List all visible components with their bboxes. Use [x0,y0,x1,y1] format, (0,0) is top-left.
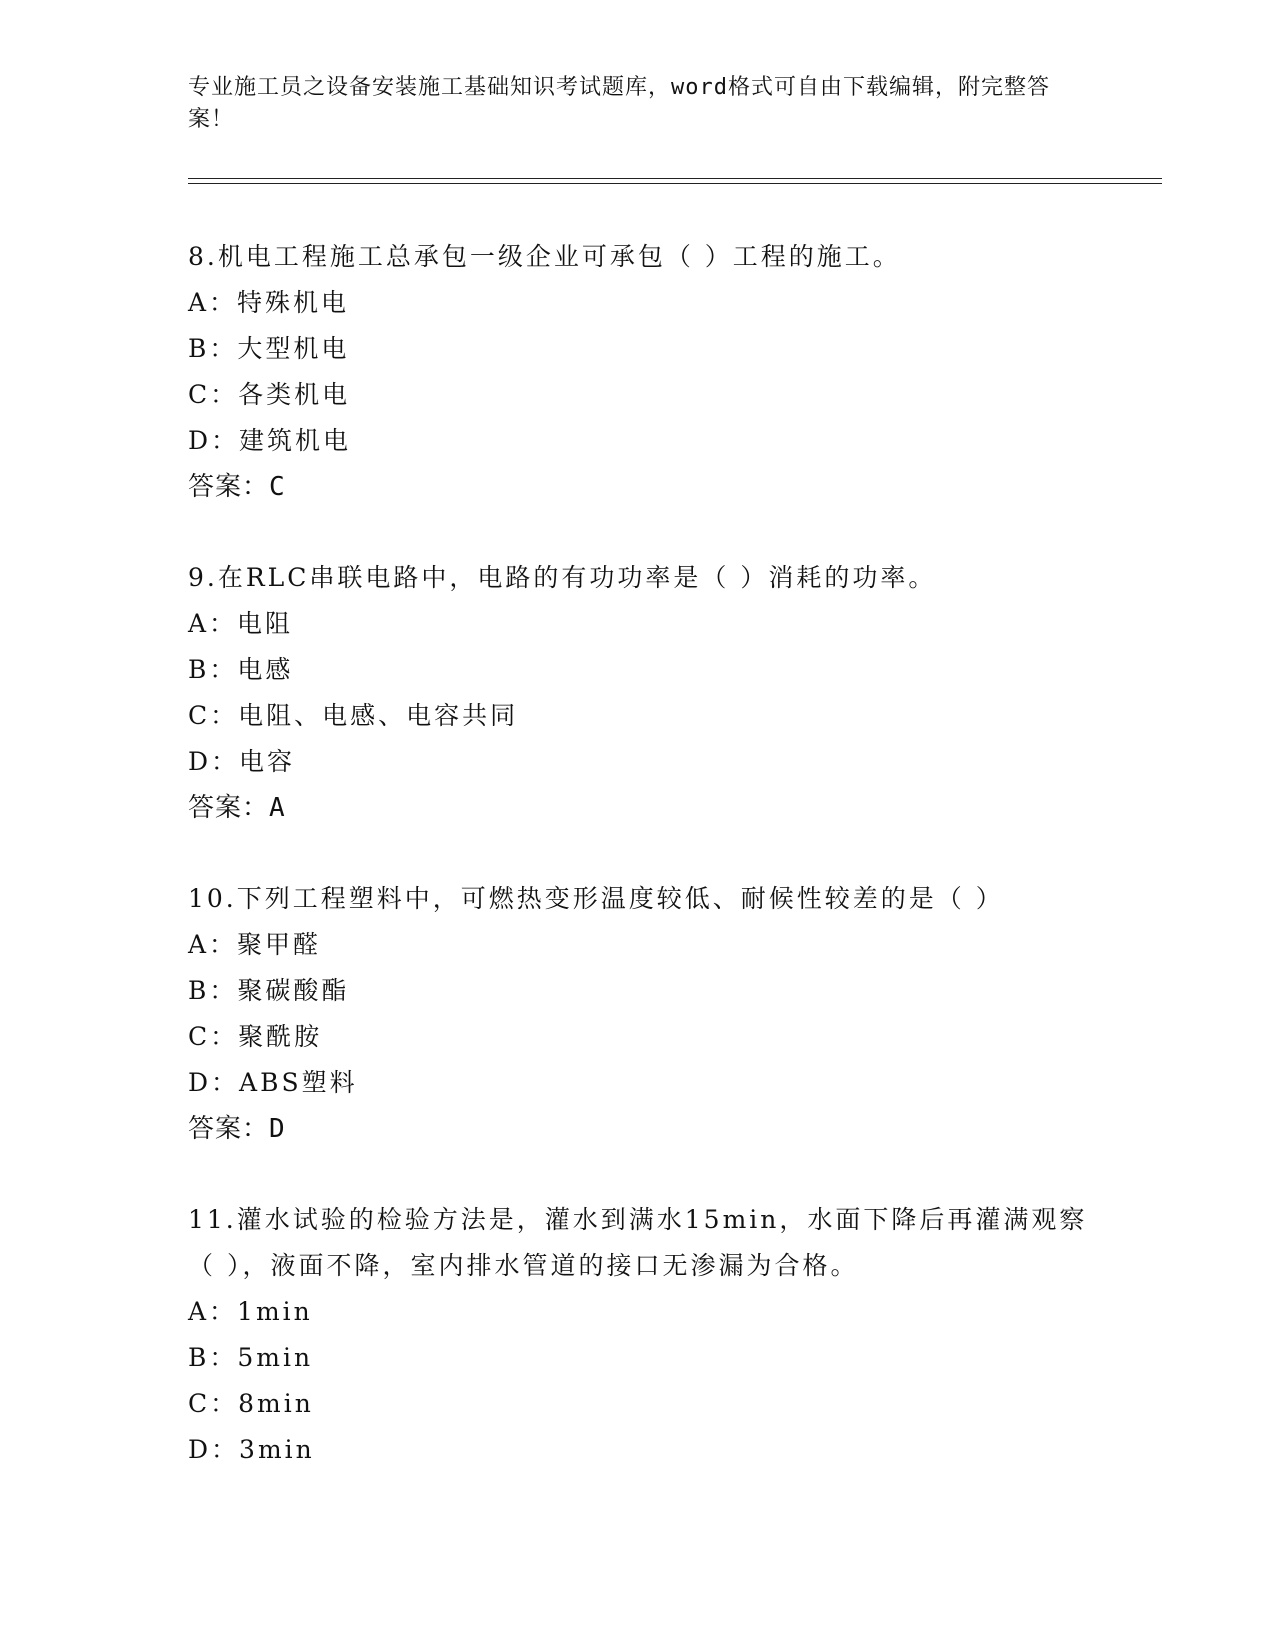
option-b: B：5min [188,1343,314,1372]
answer: 答案：C [188,472,286,502]
option-a: A：电阻 [188,609,294,638]
question-text: 11.灌水试验的检验方法是，灌水到满水15min，水面下降后再灌满观察（ ），液面不降，室内排水管道的接口无渗漏为合格。 [188,1205,1088,1280]
option-c: C：各类机电 [188,380,351,409]
question-11 [188,1197,1088,1473]
header-rule-bottom [188,183,1162,184]
question-8 [188,234,1088,510]
option-c: C：电阻、电感、电容共同 [188,701,519,730]
question-text: 10.下列工程塑料中，可燃热变形温度较低、耐候性较差的是（ ） [188,884,1004,913]
option-b: B：大型机电 [188,334,350,363]
question-9 [188,555,1088,831]
option-a: A：聚甲醛 [188,930,322,959]
option-a: A：特殊机电 [188,288,350,317]
answer: 答案：D [188,1114,286,1144]
option-d: D：3min [188,1435,315,1464]
header-rule-top [188,178,1162,179]
option-c: C：8min [188,1389,314,1418]
question-text: 9.在RLC串联电路中，电路的有功功率是（ ）消耗的功率。 [188,563,937,592]
option-c: C：聚酰胺 [188,1022,323,1051]
question-text: 8.机电工程施工总承包一级企业可承包（ ）工程的施工。 [188,242,901,271]
option-d: D：建筑机电 [188,426,352,455]
option-b: B：电感 [188,655,294,684]
option-a: A：1min [188,1297,313,1326]
option-d: D：ABS塑料 [188,1068,358,1097]
option-d: D：电容 [188,747,296,776]
question-10 [188,876,1088,1152]
document-header: 专业施工员之设备安装施工基础知识考试题库，word格式可自由下载编辑，附完整答案！ [188,75,1050,132]
option-b: B：聚碳酸酯 [188,976,350,1005]
answer: 答案：A [188,793,286,823]
